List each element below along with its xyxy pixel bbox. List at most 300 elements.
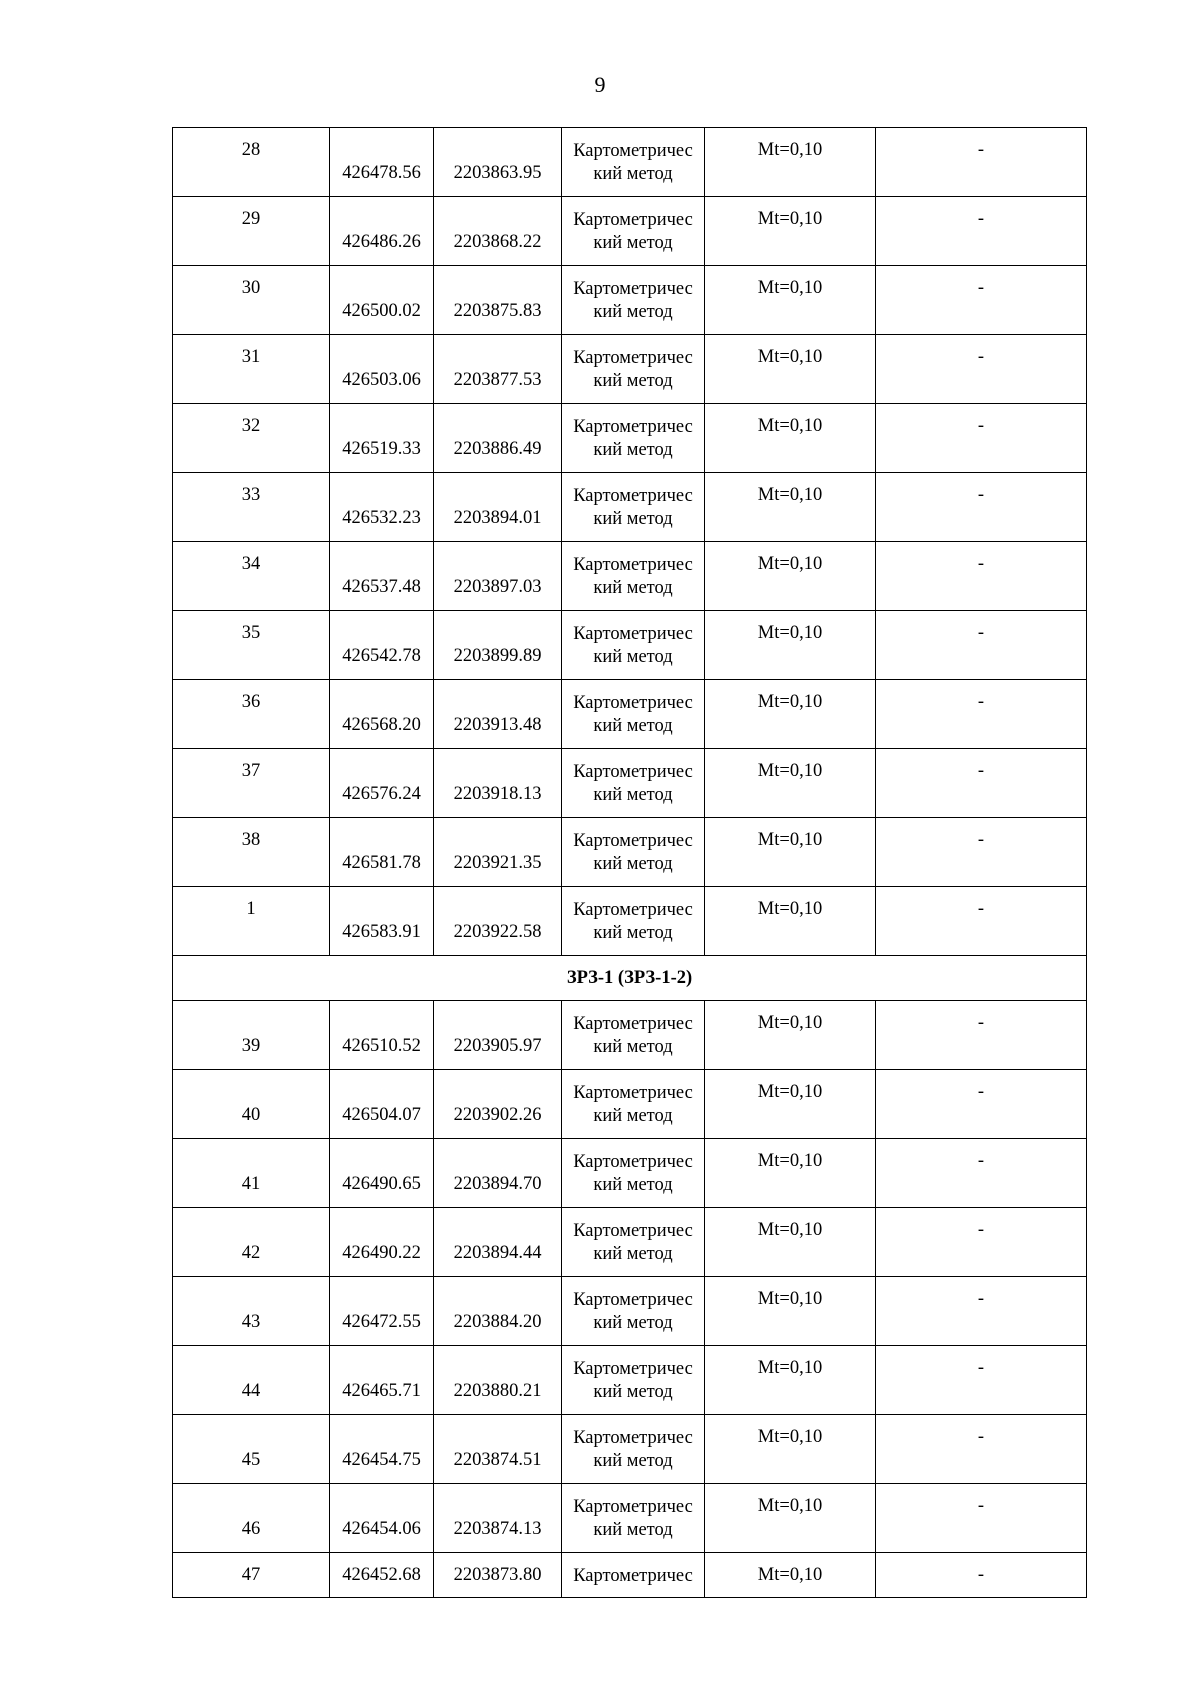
method-cell <box>562 1346 705 1415</box>
coord-y-cell <box>434 1277 562 1346</box>
description-cell <box>876 1208 1087 1277</box>
accuracy-cell <box>705 1001 876 1070</box>
accuracy: Mt=0,10 <box>757 830 823 850</box>
method <box>562 818 704 876</box>
coord-y: 2203894.01 <box>453 508 542 528</box>
coord-y: 2203873.80 <box>453 1565 542 1585</box>
accuracy-cell <box>705 818 876 887</box>
description: - <box>977 1013 985 1033</box>
accuracy: Mt=0,10 <box>757 1013 823 1033</box>
coord-x: 426472.55 <box>342 1312 421 1332</box>
coord-y: 2203897.03 <box>453 577 542 597</box>
method <box>562 887 704 945</box>
coord-y-cell <box>434 1415 562 1484</box>
coord-x-cell <box>330 542 434 611</box>
description: - <box>977 623 985 643</box>
coord-y: 2203921.35 <box>453 853 542 873</box>
coord-y: 2203922.58 <box>453 922 542 942</box>
table-row <box>173 1553 1087 1598</box>
accuracy: Mt=0,10 <box>757 485 823 505</box>
point-number-cell <box>173 1484 330 1553</box>
coord-x: 426490.22 <box>342 1243 421 1263</box>
accuracy: Mt=0,10 <box>757 761 823 781</box>
table-row <box>173 404 1087 473</box>
accuracy: Mt=0,10 <box>757 1289 823 1309</box>
coord-x-cell <box>330 473 434 542</box>
accuracy: Mt=0,10 <box>757 554 823 574</box>
coord-y-cell <box>434 680 562 749</box>
table-row <box>173 1208 1087 1277</box>
table-row <box>173 1139 1087 1208</box>
point-number: 47 <box>241 1565 261 1585</box>
description: - <box>977 1358 985 1378</box>
coord-y-cell <box>434 1139 562 1208</box>
coord-x-cell <box>330 1415 434 1484</box>
point-number: 28 <box>241 140 261 160</box>
point-number: 37 <box>241 761 261 781</box>
coord-x-cell <box>330 818 434 887</box>
point-number: 38 <box>241 830 261 850</box>
accuracy: Mt=0,10 <box>757 209 823 229</box>
page-number: 9 <box>594 72 606 97</box>
accuracy: Mt=0,10 <box>757 1565 823 1585</box>
accuracy: Mt=0,10 <box>757 1151 823 1171</box>
coord-x-cell <box>330 749 434 818</box>
method-cell <box>562 611 705 680</box>
coord-x-cell <box>330 1139 434 1208</box>
method <box>562 473 704 531</box>
method-line-2: кий метод <box>593 1244 673 1264</box>
coord-x: 426490.65 <box>342 1174 421 1194</box>
method-cell <box>562 749 705 818</box>
table-row <box>173 266 1087 335</box>
coord-x-cell <box>330 197 434 266</box>
coord-x-cell <box>330 1208 434 1277</box>
coord-y-cell <box>434 542 562 611</box>
method-line-1: Картометричес <box>573 693 693 713</box>
accuracy: Mt=0,10 <box>757 1358 823 1378</box>
point-number-cell <box>173 1139 330 1208</box>
coord-x: 426486.26 <box>342 232 421 252</box>
table-row <box>173 1346 1087 1415</box>
accuracy-cell <box>705 128 876 197</box>
coord-y: 2203918.13 <box>453 784 542 804</box>
section-row <box>173 956 1087 1001</box>
description: - <box>977 830 985 850</box>
coord-y: 2203877.53 <box>453 370 542 390</box>
description-cell <box>876 887 1087 956</box>
coord-y: 2203884.20 <box>453 1312 542 1332</box>
point-number: 30 <box>241 278 261 298</box>
coord-y: 2203863.95 <box>453 163 542 183</box>
accuracy-cell <box>705 266 876 335</box>
coord-y-cell <box>434 128 562 197</box>
method-line-1: Картометричес <box>573 1359 693 1379</box>
method-line-2: кий метод <box>593 716 673 736</box>
coord-x-cell <box>330 680 434 749</box>
method-cell <box>562 1208 705 1277</box>
coord-y: 2203894.70 <box>453 1174 542 1194</box>
accuracy-cell <box>705 1277 876 1346</box>
point-number-cell <box>173 887 330 956</box>
coord-x: 426519.33 <box>342 439 421 459</box>
point-number-cell <box>173 266 330 335</box>
method-line-2: кий метод <box>593 647 673 667</box>
method <box>562 542 704 600</box>
description-cell <box>876 197 1087 266</box>
point-number: 32 <box>241 416 261 436</box>
table-row <box>173 1001 1087 1070</box>
description-cell <box>876 680 1087 749</box>
method-cell <box>562 404 705 473</box>
point-number: 43 <box>241 1312 261 1332</box>
method <box>562 1070 704 1128</box>
coord-x: 426532.23 <box>342 508 421 528</box>
coord-y: 2203874.13 <box>453 1519 542 1539</box>
coord-y: 2203899.89 <box>453 646 542 666</box>
accuracy: Mt=0,10 <box>757 623 823 643</box>
point-number: 1 <box>246 899 256 919</box>
method-line-2: кий метод <box>593 854 673 874</box>
method-cell <box>562 887 705 956</box>
coord-y: 2203905.97 <box>453 1036 542 1056</box>
point-number: 39 <box>241 1036 261 1056</box>
accuracy: Mt=0,10 <box>757 140 823 160</box>
method-line-2: кий метод <box>593 1451 673 1471</box>
method-line-2: кий метод <box>593 1313 673 1333</box>
table-row <box>173 887 1087 956</box>
method-cell <box>562 1070 705 1139</box>
method-line-2: кий метод <box>593 164 673 184</box>
coord-x: 426568.20 <box>342 715 421 735</box>
point-number-cell <box>173 335 330 404</box>
method-cell <box>562 1277 705 1346</box>
coord-y-cell <box>434 749 562 818</box>
point-number: 31 <box>241 347 261 367</box>
description-cell <box>876 749 1087 818</box>
coord-x-cell <box>330 611 434 680</box>
method-line-1: Картометричес <box>573 1014 693 1034</box>
method-line-1: Картометричес <box>573 1083 693 1103</box>
section-cell <box>173 956 1087 1001</box>
method <box>562 404 704 462</box>
description: - <box>977 1427 985 1447</box>
accuracy: Mt=0,10 <box>757 1427 823 1447</box>
description: - <box>977 347 985 367</box>
table-row <box>173 335 1087 404</box>
method-cell <box>562 1484 705 1553</box>
method-line-1: Картометричес <box>573 1290 693 1310</box>
point-number: 33 <box>241 485 261 505</box>
accuracy-cell <box>705 1346 876 1415</box>
coord-y-cell <box>434 1001 562 1070</box>
accuracy: Mt=0,10 <box>757 1496 823 1516</box>
method-line-2: кий метод <box>593 578 673 598</box>
method-cell <box>562 128 705 197</box>
point-number: 29 <box>241 209 261 229</box>
table-row <box>173 818 1087 887</box>
coord-y-cell <box>434 335 562 404</box>
description-cell <box>876 818 1087 887</box>
accuracy-cell <box>705 1415 876 1484</box>
method-cell <box>562 266 705 335</box>
method-line-1: Картометричес <box>573 555 693 575</box>
coord-x-cell <box>330 1553 434 1598</box>
accuracy-cell <box>705 1208 876 1277</box>
accuracy-cell <box>705 335 876 404</box>
coord-x: 426510.52 <box>342 1036 421 1056</box>
description-cell <box>876 1070 1087 1139</box>
method-line-2: кий метод <box>593 1106 673 1126</box>
description: - <box>977 1496 985 1516</box>
coord-x-cell <box>330 404 434 473</box>
coord-y-cell <box>434 473 562 542</box>
coord-y-cell <box>434 404 562 473</box>
point-number-cell <box>173 1001 330 1070</box>
point-number: 35 <box>241 623 261 643</box>
method-line-1: Картометричес <box>573 831 693 851</box>
method-cell <box>562 1553 705 1598</box>
point-number-cell <box>173 1070 330 1139</box>
point-number-cell <box>173 404 330 473</box>
method-line-1: Картометричес <box>573 1152 693 1172</box>
point-number: 40 <box>241 1105 261 1125</box>
point-number: 36 <box>241 692 261 712</box>
coord-y-cell <box>434 818 562 887</box>
coord-x: 426465.71 <box>342 1381 421 1401</box>
method <box>562 1208 704 1266</box>
accuracy-cell <box>705 1553 876 1598</box>
method-line-2: кий метод <box>593 923 673 943</box>
accuracy: Mt=0,10 <box>757 692 823 712</box>
coord-x-cell <box>330 1346 434 1415</box>
description: - <box>977 1220 985 1240</box>
method-line-2: кий метод <box>593 371 673 391</box>
method-line-1: Картометричес <box>573 1497 693 1517</box>
description-cell <box>876 1415 1087 1484</box>
coord-y-cell <box>434 1484 562 1553</box>
method <box>562 266 704 324</box>
description-cell <box>876 611 1087 680</box>
point-number: 41 <box>241 1174 261 1194</box>
coord-x: 426452.68 <box>342 1565 421 1585</box>
method <box>562 680 704 738</box>
description: - <box>977 899 985 919</box>
method-line-1: Картометричес <box>573 1221 693 1241</box>
point-number-cell <box>173 749 330 818</box>
method-line-1: Картометричес <box>573 1566 693 1586</box>
method-line-1: Картометричес <box>573 417 693 437</box>
table-row <box>173 1415 1087 1484</box>
coord-y: 2203868.22 <box>453 232 542 252</box>
accuracy-cell <box>705 404 876 473</box>
table-row <box>173 128 1087 197</box>
method-line-2: кий метод <box>593 302 673 322</box>
point-number: 46 <box>241 1519 261 1539</box>
coord-y-cell <box>434 1346 562 1415</box>
accuracy-cell <box>705 473 876 542</box>
description: - <box>977 761 985 781</box>
coord-x: 426454.06 <box>342 1519 421 1539</box>
coord-x: 426454.75 <box>342 1450 421 1470</box>
coord-y: 2203894.44 <box>453 1243 542 1263</box>
method-line-2: кий метод <box>593 1175 673 1195</box>
method-line-1: Картометричес <box>573 279 693 299</box>
table-row <box>173 473 1087 542</box>
point-number-cell <box>173 818 330 887</box>
method-line-2: кий метод <box>593 440 673 460</box>
coord-y: 2203913.48 <box>453 715 542 735</box>
description-cell <box>876 473 1087 542</box>
method-cell <box>562 473 705 542</box>
coord-x-cell <box>330 1001 434 1070</box>
description: - <box>977 554 985 574</box>
accuracy-cell <box>705 887 876 956</box>
table-row <box>173 680 1087 749</box>
method-cell <box>562 335 705 404</box>
coord-x: 426542.78 <box>342 646 421 666</box>
section-title: ЗРЗ-1 (ЗРЗ-1-2) <box>566 968 693 988</box>
description-cell <box>876 1001 1087 1070</box>
table-row <box>173 1070 1087 1139</box>
point-number-cell <box>173 1553 330 1598</box>
coord-y-cell <box>434 1070 562 1139</box>
description-cell <box>876 266 1087 335</box>
method-line-1: Картометричес <box>573 210 693 230</box>
description: - <box>977 1565 985 1585</box>
accuracy: Mt=0,10 <box>757 1220 823 1240</box>
point-number: 34 <box>241 554 261 574</box>
method <box>562 128 704 186</box>
coord-x: 426576.24 <box>342 784 421 804</box>
method-line-2: кий метод <box>593 1382 673 1402</box>
method-cell <box>562 818 705 887</box>
table-row <box>173 749 1087 818</box>
description: - <box>977 140 985 160</box>
method-cell <box>562 197 705 266</box>
method-line-2: кий метод <box>593 1520 673 1540</box>
coord-y-cell <box>434 611 562 680</box>
accuracy: Mt=0,10 <box>757 278 823 298</box>
method <box>562 1553 704 1588</box>
method <box>562 197 704 255</box>
coord-x-cell <box>330 1070 434 1139</box>
coord-x-cell <box>330 335 434 404</box>
method <box>562 1484 704 1542</box>
description-cell <box>876 335 1087 404</box>
coord-y: 2203886.49 <box>453 439 542 459</box>
coord-y: 2203874.51 <box>453 1450 542 1470</box>
coord-y: 2203875.83 <box>453 301 542 321</box>
accuracy-cell <box>705 1139 876 1208</box>
description: - <box>977 416 985 436</box>
method-line-1: Картометричес <box>573 762 693 782</box>
coord-x-cell <box>330 1277 434 1346</box>
accuracy-cell <box>705 1070 876 1139</box>
accuracy-cell <box>705 542 876 611</box>
description: - <box>977 1151 985 1171</box>
point-number-cell <box>173 128 330 197</box>
accuracy-cell <box>705 680 876 749</box>
accuracy-cell <box>705 611 876 680</box>
point-number: 44 <box>241 1381 261 1401</box>
description: - <box>977 209 985 229</box>
accuracy: Mt=0,10 <box>757 347 823 367</box>
coord-x-cell <box>330 887 434 956</box>
method <box>562 1001 704 1059</box>
coord-y: 2203880.21 <box>453 1381 542 1401</box>
coord-x: 426478.56 <box>342 163 421 183</box>
accuracy-cell <box>705 197 876 266</box>
table-row <box>173 611 1087 680</box>
coord-x: 426503.06 <box>342 370 421 390</box>
point-number-cell <box>173 542 330 611</box>
method-cell <box>562 680 705 749</box>
point-number-cell <box>173 1415 330 1484</box>
coord-y-cell <box>434 197 562 266</box>
point-number-cell <box>173 473 330 542</box>
method-line-1: Картометричес <box>573 1428 693 1448</box>
description-cell <box>876 1484 1087 1553</box>
point-number: 45 <box>241 1450 261 1470</box>
description: - <box>977 1082 985 1102</box>
method-cell <box>562 542 705 611</box>
coord-x-cell <box>330 1484 434 1553</box>
method-cell <box>562 1001 705 1070</box>
description: - <box>977 278 985 298</box>
table-row <box>173 1277 1087 1346</box>
description-cell <box>876 1139 1087 1208</box>
table-row <box>173 542 1087 611</box>
coord-x: 426583.91 <box>342 922 421 942</box>
method <box>562 1139 704 1197</box>
method-cell <box>562 1139 705 1208</box>
accuracy: Mt=0,10 <box>757 1082 823 1102</box>
coord-y-cell <box>434 266 562 335</box>
point-number-cell <box>173 1277 330 1346</box>
accuracy: Mt=0,10 <box>757 899 823 919</box>
coord-x: 426581.78 <box>342 853 421 873</box>
coord-x: 426537.48 <box>342 577 421 597</box>
description: - <box>977 485 985 505</box>
method <box>562 611 704 669</box>
method-line-1: Картометричес <box>573 141 693 161</box>
coord-x: 426500.02 <box>342 301 421 321</box>
coord-x-cell <box>330 266 434 335</box>
method-line-2: кий метод <box>593 233 673 253</box>
method-line-1: Картометричес <box>573 486 693 506</box>
method-line-1: Картометричес <box>573 900 693 920</box>
description: - <box>977 1289 985 1309</box>
coord-x-cell <box>330 128 434 197</box>
method-line-1: Картометричес <box>573 624 693 644</box>
method-line-2: кий метод <box>593 1037 673 1057</box>
description-cell <box>876 1553 1087 1598</box>
coord-y: 2203902.26 <box>453 1105 542 1125</box>
description-cell <box>876 1346 1087 1415</box>
point-number-cell <box>173 1346 330 1415</box>
point-number-cell <box>173 611 330 680</box>
method <box>562 1277 704 1335</box>
table-row <box>173 1484 1087 1553</box>
method-cell <box>562 1415 705 1484</box>
description: - <box>977 692 985 712</box>
description-cell <box>876 404 1087 473</box>
description-cell <box>876 1277 1087 1346</box>
method-line-1: Картометричес <box>573 348 693 368</box>
method-line-2: кий метод <box>593 785 673 805</box>
method <box>562 335 704 393</box>
